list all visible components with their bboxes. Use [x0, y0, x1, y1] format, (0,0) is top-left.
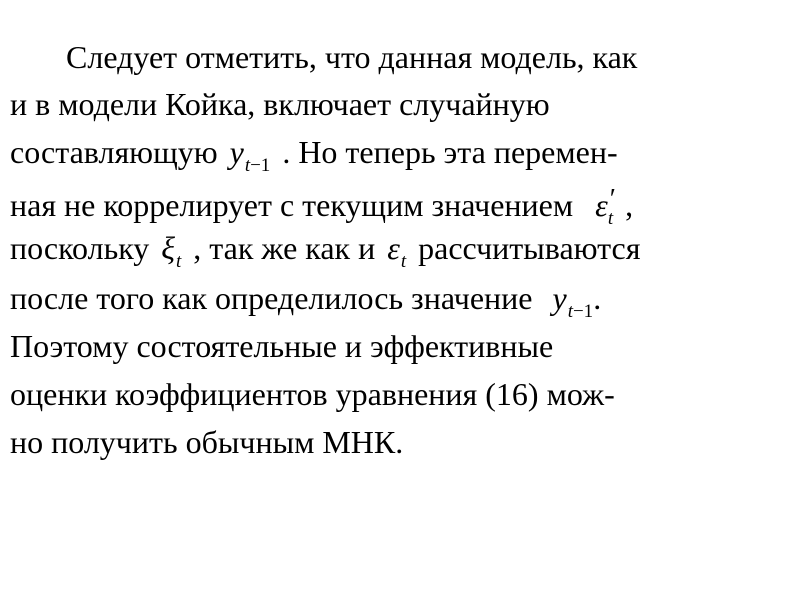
text-line-4-before: ная не коррелирует с текущим значением [10, 187, 574, 223]
text-line-5-before: поскольку [10, 230, 150, 266]
paragraph-line-2 [10, 80, 550, 128]
text-line-9: но получить обычным МНК. [10, 424, 404, 460]
text-line-4-after: , [625, 187, 634, 223]
paragraph-line-3 [10, 128, 618, 176]
text-line-2: и в модели Койка, включает случайную [10, 86, 550, 122]
text-line-3-after: . Но теперь эта перемен- [282, 134, 618, 170]
formula-y-t-minus-1-second: $y_{t-1}$ [552, 280, 594, 322]
paragraph-line-7 [10, 322, 553, 370]
paragraph-line-1 [66, 33, 637, 81]
text-line-3-before: составляющую [10, 134, 218, 170]
text-line-1: Следует отметить, что данная модель, как [66, 39, 638, 75]
text-line-7: Поэтому состоятельные и эффективные [10, 328, 554, 364]
formula-y-t-minus-1: $y_{t-1}$ [229, 134, 271, 176]
paragraph-line-6 [10, 274, 601, 322]
text-line-5-after: рассчитываются [418, 230, 641, 266]
text-line-8: оценки коэффициентов уравнения (16) мож- [10, 376, 615, 412]
paragraph-line-9 [10, 418, 403, 466]
paragraph-line-4 [10, 176, 634, 229]
paragraph-line-8 [10, 370, 615, 418]
paragraph-line-5 [10, 224, 640, 272]
text-line-5-middle: , так же как и [193, 230, 376, 266]
text-line-6-after: . [593, 280, 602, 316]
formula-epsilon-prime-t: $\varepsilon'_t$ [595, 184, 616, 229]
text-line-6-before: после того как определилось значение [10, 280, 533, 316]
formula-xi-t: $\xi_t$ [161, 230, 182, 272]
formula-epsilon-t: $\varepsilon_t$ [387, 230, 407, 272]
